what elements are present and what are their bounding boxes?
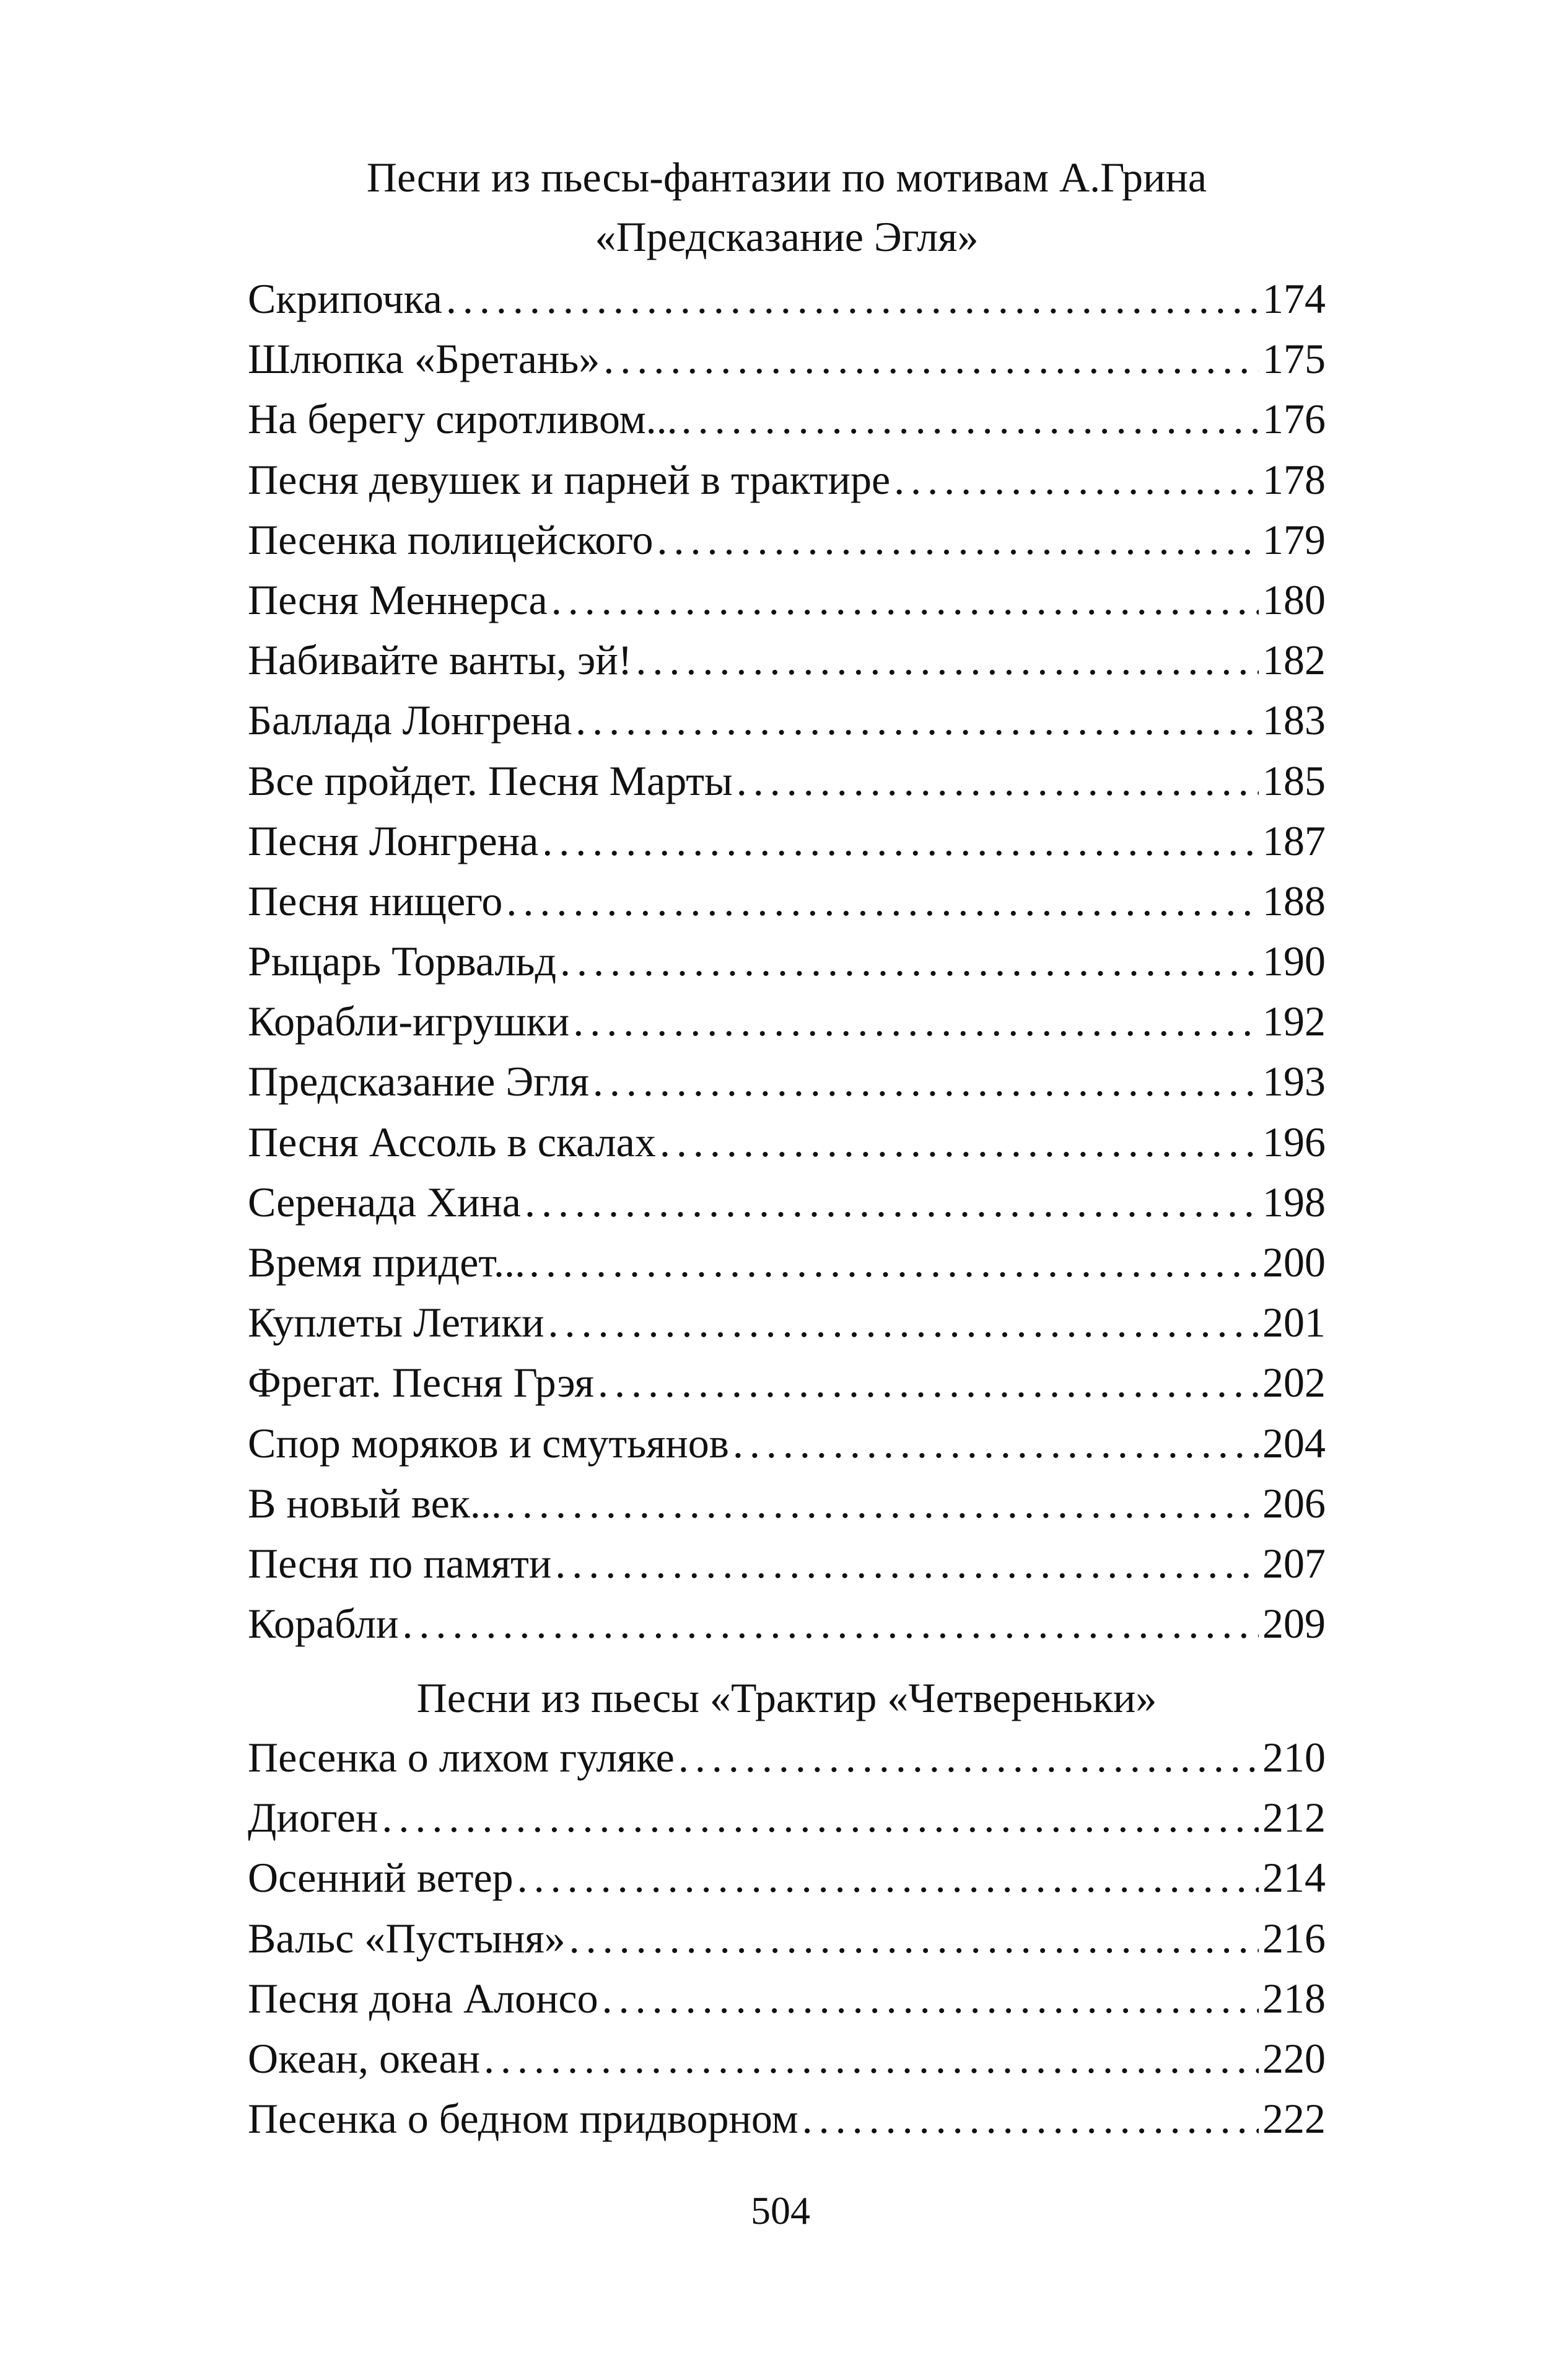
toc-entry	[248, 510, 1326, 570]
toc-entry-page: 220	[1262, 2034, 1326, 2082]
toc-entry-page: 185	[1262, 757, 1326, 804]
dot-leader	[569, 1908, 1259, 1969]
toc-entry	[248, 630, 1326, 690]
toc-entry-title: В новый век...	[248, 1479, 502, 1527]
toc-entry-page: 174	[1262, 275, 1326, 322]
dot-leader	[402, 1594, 1259, 1654]
toc-entry	[248, 389, 1326, 449]
toc-entry-title: Песня дона Алонсо	[248, 1974, 598, 2022]
toc-entry	[248, 570, 1326, 630]
dot-leader	[598, 1353, 1259, 1413]
toc-entry	[248, 329, 1326, 389]
toc-entry	[248, 1293, 1326, 1353]
dot-leader	[529, 1232, 1259, 1293]
toc-entry-page: 183	[1262, 696, 1326, 744]
dot-leader	[525, 1172, 1259, 1232]
dot-leader	[517, 1848, 1259, 1908]
toc-entry-page: 175	[1262, 335, 1326, 383]
dot-leader	[382, 1788, 1259, 1848]
toc-entry-title: Фрегат. Песня Грэя	[248, 1359, 594, 1407]
toc-entry	[248, 1052, 1326, 1112]
toc-entry-title: Рыцарь Торвальд	[248, 938, 557, 985]
toc-entry-page: 204	[1262, 1419, 1326, 1467]
toc-entry	[248, 751, 1326, 811]
toc-entry-page: 209	[1262, 1600, 1326, 1648]
toc-entry-page: 222	[1262, 2095, 1326, 2143]
toc-entry-page: 179	[1262, 516, 1326, 563]
section-title: Песни из пьесы «Трактир «Четвереньки»	[416, 1674, 1157, 1721]
toc-entry-title: Океан, океан	[248, 2034, 480, 2082]
toc-entry-title: Серенада Хина	[248, 1178, 521, 1226]
toc-entry	[248, 1473, 1326, 1534]
toc-entry	[248, 1788, 1326, 1848]
dot-leader	[802, 2089, 1259, 2149]
toc-entry-page: 218	[1262, 1974, 1326, 2022]
toc-entry	[248, 931, 1326, 991]
toc-entry-title: Песня Ассоль в скалах	[248, 1118, 656, 1166]
toc-entry-title: Песня Лонгрена	[248, 817, 539, 864]
toc-entry-title: Баллада Лонгрена	[248, 696, 572, 744]
dot-leader	[657, 510, 1259, 570]
dot-leader	[548, 1293, 1259, 1353]
toc-entry-title: Песня девушек и парней в трактире	[248, 455, 891, 503]
dot-leader	[636, 630, 1259, 690]
dot-leader	[506, 871, 1259, 931]
toc-entry	[248, 811, 1326, 871]
toc-entry-page: 201	[1262, 1299, 1326, 1346]
toc-entry-page: 198	[1262, 1178, 1326, 1226]
toc-entry	[248, 1534, 1326, 1594]
dot-leader	[575, 690, 1259, 750]
toc-entry	[248, 1969, 1326, 2029]
toc-entry-title: Песня по памяти	[248, 1539, 552, 1587]
toc-entry-title: Вальс «Пустыня»	[248, 1914, 566, 1962]
dot-leader	[603, 329, 1259, 389]
toc-entry	[248, 1172, 1326, 1232]
toc-entry-page: 210	[1262, 1734, 1326, 1781]
toc-entry	[248, 1848, 1326, 1908]
dot-leader	[894, 450, 1259, 510]
toc-entry	[248, 1112, 1326, 1172]
toc-entry-page: 202	[1262, 1359, 1326, 1407]
section-title: Песни из пьесы-фантазии по мотивам А.Грина «Предсказание Эгля»	[366, 154, 1207, 260]
toc-entry	[248, 871, 1326, 931]
dot-leader	[737, 751, 1259, 811]
toc-entry-title: Спор моряков и смутьянов	[248, 1419, 729, 1467]
dot-leader	[560, 931, 1259, 991]
toc-entry	[248, 1908, 1326, 1969]
toc-entry-title: Куплеты Летики	[248, 1299, 544, 1346]
toc-entry-page: 193	[1262, 1058, 1326, 1105]
toc-entry-title: Песня Меннерса	[248, 576, 548, 623]
dot-leader	[602, 1969, 1259, 2029]
toc-entry	[248, 690, 1326, 750]
toc-entry	[248, 1413, 1326, 1473]
toc-entry-title: Корабли	[248, 1600, 399, 1648]
toc-entry-page: 187	[1262, 817, 1326, 864]
toc-entry	[248, 450, 1326, 510]
dot-leader	[681, 389, 1259, 449]
toc-entry-page: 192	[1262, 998, 1326, 1045]
toc-entry-title: Корабли-игрушки	[248, 998, 570, 1045]
toc-entry	[248, 1353, 1326, 1413]
toc-entry	[248, 1594, 1326, 1654]
toc-entry-title: Набивайте ванты, эй!	[248, 636, 632, 684]
dot-leader	[446, 269, 1259, 329]
toc-entry-page: 188	[1262, 877, 1326, 924]
toc-entry-title: На берегу сиротливом...	[248, 395, 678, 443]
dot-leader	[542, 811, 1259, 871]
toc-entry-title: Шлюпка «Бретань»	[248, 335, 600, 383]
toc-entry-title: Диоген	[248, 1794, 378, 1842]
toc-entry-page: 182	[1262, 636, 1326, 684]
toc-entry-page: 196	[1262, 1118, 1326, 1166]
toc-entry	[248, 2089, 1326, 2149]
dot-leader	[551, 570, 1259, 630]
dot-leader	[573, 991, 1259, 1052]
dot-leader	[678, 1728, 1259, 1788]
dot-leader	[733, 1413, 1259, 1473]
toc-list	[248, 269, 1326, 1654]
dot-leader	[505, 1473, 1259, 1534]
toc-entry-title: Песенка о бедном придворном	[248, 2095, 798, 2143]
toc-entry-title: Предсказание Эгля	[248, 1058, 589, 1105]
toc-list	[248, 1728, 1326, 2149]
toc-entry-title: Все пройдет. Песня Марты	[248, 757, 733, 804]
toc-entry-page: 178	[1262, 455, 1326, 503]
toc-entry-title: Время придет...	[248, 1239, 526, 1286]
toc-entry-title: Песенка полицейского	[248, 516, 654, 563]
toc-entry	[248, 1728, 1326, 1788]
toc-entry	[248, 1232, 1326, 1293]
toc-entry-page: 216	[1262, 1914, 1326, 1962]
toc-entry-page: 180	[1262, 576, 1326, 623]
page-number: 504	[751, 2189, 810, 2233]
toc-entry-title: Песенка о лихом гуляке	[248, 1734, 675, 1781]
toc-entry-page: 212	[1262, 1794, 1326, 1842]
toc-entry-page: 207	[1262, 1539, 1326, 1587]
toc-entry	[248, 2029, 1326, 2089]
toc-entry-page: 176	[1262, 395, 1326, 443]
toc-entry-page: 206	[1262, 1479, 1326, 1527]
toc-entry-page: 214	[1262, 1854, 1326, 1902]
dot-leader	[660, 1112, 1259, 1172]
dot-leader	[555, 1534, 1259, 1594]
toc-entry-title: Скрипочка	[248, 275, 442, 322]
toc-entry-page: 190	[1262, 938, 1326, 985]
toc-entry	[248, 991, 1326, 1052]
toc-entry-page: 200	[1262, 1239, 1326, 1286]
toc-entry-title: Песня нищего	[248, 877, 503, 924]
toc-entry-title: Осенний ветер	[248, 1854, 514, 1902]
dot-leader	[484, 2029, 1259, 2089]
dot-leader	[593, 1052, 1259, 1112]
toc-entry	[248, 269, 1326, 329]
